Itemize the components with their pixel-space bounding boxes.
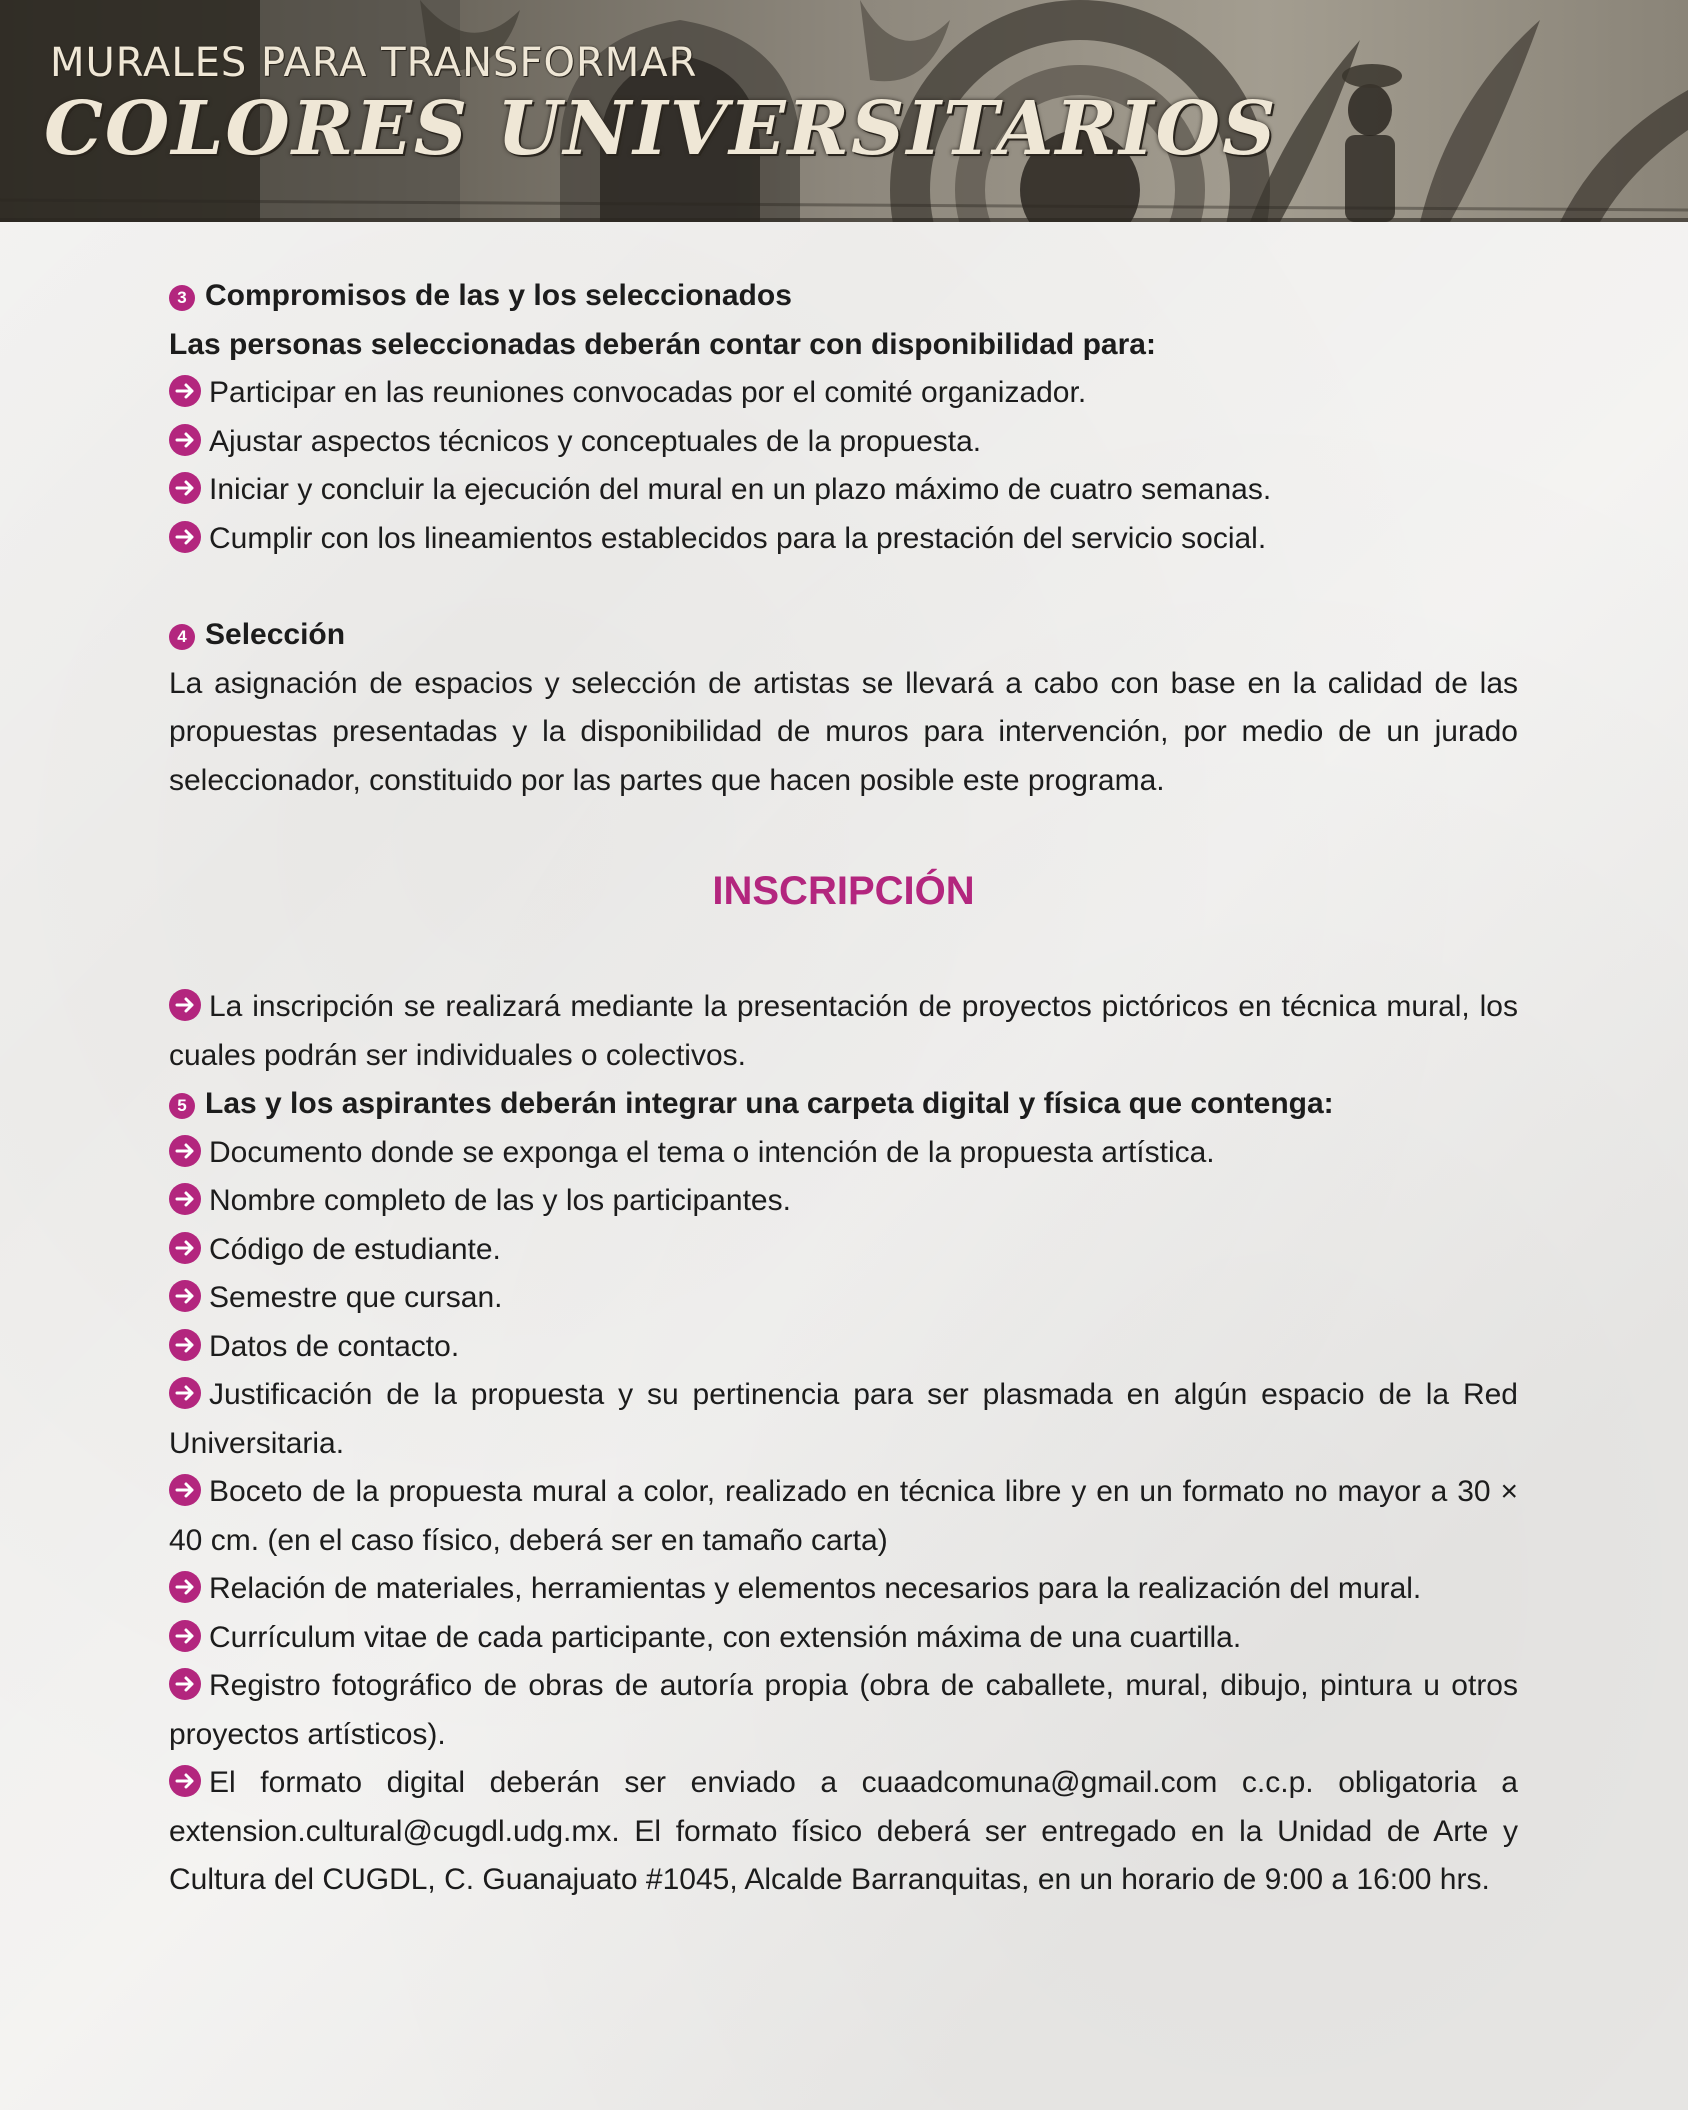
arrow-right-circle-icon — [169, 1377, 201, 1409]
list-item: Registro fotográfico de obras de autoría propia (obra de caballete, mural, dibujo, pintura u otros proyectos artísticos). — [169, 1669, 1518, 1751]
list-item: Relación de materiales, herramientas y elementos necesarios para la realización del mural. — [169, 1565, 1518, 1614]
document-content — [169, 272, 1518, 1905]
section-3-intro: Las personas seleccionadas deberán contar con disponibilidad para: — [169, 327, 1156, 361]
arrow-right-circle-icon — [169, 1620, 201, 1652]
arrow-right-circle-icon — [169, 1329, 201, 1361]
list-item: Justificación de la propuesta y su pertinencia para ser plasmada en algún espacio de la Red Universitaria. — [169, 1378, 1518, 1460]
arrow-right-circle-icon — [169, 989, 201, 1021]
section-4-heading — [169, 611, 1518, 660]
list-item: Iniciar y concluir la ejecución del mural en un plazo máximo de cuatro semanas. — [169, 466, 1518, 515]
inscripcion-heading: INSCRIPCIÓN — [712, 869, 975, 913]
arrow-right-circle-icon — [169, 472, 201, 504]
arrow-right-circle-icon — [169, 1280, 201, 1312]
arrow-right-circle-icon — [169, 1232, 201, 1264]
list-item: Código de estudiante. — [169, 1226, 1518, 1275]
list-item: Boceto de la propuesta mural a color, realizado en técnica libre y en un formato no mayor a 30 × 40 cm. (en el caso físico, deberá ser en tamaño carta) — [169, 1475, 1518, 1557]
arrow-right-circle-icon — [169, 424, 201, 456]
section-5-heading — [169, 1080, 1518, 1129]
section-3-heading — [169, 272, 1518, 321]
list-item: Currículum vitae de cada participante, con extensión máxima de una cuartilla. — [169, 1614, 1518, 1663]
header-banner — [0, 0, 1688, 222]
arrow-right-circle-icon — [169, 1668, 201, 1700]
number-badge-4: 4 — [169, 624, 195, 650]
banner-title: COLORES UNIVERSITARIOS — [44, 86, 1278, 172]
arrow-right-circle-icon — [169, 1765, 201, 1797]
section-5-title: Las y los aspirantes deberán integrar una carpeta digital y física que contenga: — [205, 1087, 1334, 1120]
arrow-right-circle-icon — [169, 1571, 201, 1603]
arrow-right-circle-icon — [169, 1183, 201, 1215]
list-item: Ajustar aspectos técnicos y conceptuales de la propuesta. — [169, 418, 1518, 467]
list-item: Datos de contacto. — [169, 1323, 1518, 1372]
list-item: Participar en las reuniones convocadas por el comité organizador. — [169, 369, 1518, 418]
arrow-right-circle-icon — [169, 521, 201, 553]
section-4-title: Selección — [205, 618, 346, 651]
banner-subtitle: MURALES PARA TRANSFORMAR — [50, 40, 698, 86]
number-badge-5: 5 — [169, 1093, 195, 1119]
list-item: Nombre completo de las y los participantes. — [169, 1177, 1518, 1226]
list-item: Documento donde se exponga el tema o intención de la propuesta artística. — [169, 1129, 1518, 1178]
arrow-right-circle-icon — [169, 375, 201, 407]
section-3-title: Compromisos de las y los seleccionados — [205, 279, 792, 312]
number-badge-3: 3 — [169, 285, 195, 311]
arrow-right-circle-icon — [169, 1474, 201, 1506]
section-4-body: La asignación de espacios y selección de artistas se llevará a cabo con base en la calidad de las propuestas presentadas y la disponibilidad de muros para intervención, por medio de un jurado seleccionador, constituido por las partes que hacen posible este programa. — [169, 666, 1518, 797]
inscripcion-intro: La inscripción se realizará mediante la presentación de proyectos pictóricos en técnica mural, los cuales podrán ser individuales o colectivos. — [169, 990, 1518, 1072]
list-item: El formato digital deberán ser enviado a cuaadcomuna@gmail.com c.c.p. obligatoria a extension.cultural@cugdl.udg.mx. El formato físico deberá ser entregado en la Unidad de Arte y Cultura del CUGDL, C. Guanajuato #1045, Alcalde Barranquitas, en un horario de 9:00 a 16:00 hrs. — [169, 1766, 1518, 1896]
list-item: Cumplir con los lineamientos establecidos para la prestación del servicio social. — [169, 515, 1518, 564]
arrow-right-circle-icon — [169, 1135, 201, 1167]
list-item: Semestre que cursan. — [169, 1274, 1518, 1323]
